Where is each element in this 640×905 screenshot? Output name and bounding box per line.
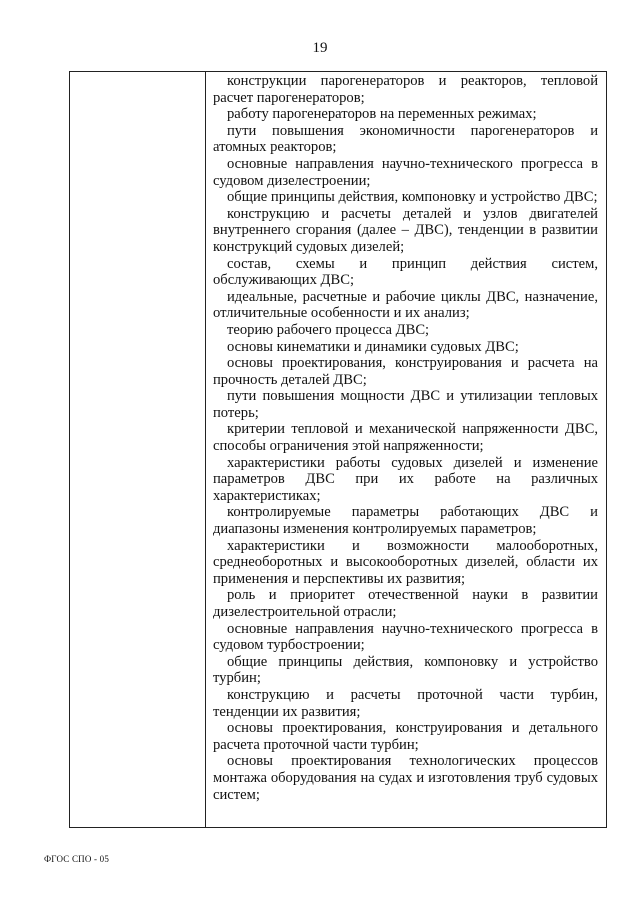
list-item: пути повышения мощности ДВС и утилизации тепловых потерь; — [213, 388, 598, 421]
list-item: конструкцию и расчеты деталей и узлов двигателей внутреннего сгорания (далее – ДВС), тенденции в развитии конструкций судовых дизелей; — [213, 205, 598, 255]
list-item: критерии тепловой и механической напряженности ДВС, способы ограничения этой напряженности; — [213, 421, 598, 455]
list-item: основы проектирования технологических процессов монтажа оборудования на судах и изготовления труб судовых систем; — [213, 753, 598, 803]
page-number: 19 — [312, 40, 328, 56]
table-right-cell — [206, 72, 606, 827]
list-item: конструкцию и расчеты проточной части турбин, тенденции их развития; — [213, 686, 598, 720]
list-item: теорию рабочего процесса ДВС; — [227, 321, 430, 338]
document-footer-code: ФГОС СПО - 05 — [44, 854, 110, 864]
content-table — [69, 71, 607, 828]
list-item: основные направления научно-технического прогресса в судовом турбостроении; — [213, 620, 598, 654]
list-item: общие принципы действия, компоновку и устройство турбин; — [213, 653, 598, 687]
list-item: основы проектирования, конструирования и детального расчета проточной части турбин; — [213, 720, 598, 753]
list-item: конструкции парогенераторов и реакторов, тепловой расчет парогенераторов; — [213, 73, 598, 106]
list-item: общие принципы действия, компоновку и устройство ДВС; — [227, 189, 598, 206]
list-item: работу парогенераторов на переменных режимах; — [227, 106, 537, 123]
list-item: характеристики и возможности малооборотных, среднеоборотных и высокооборотных дизелей, области их применения и перспективы их развития; — [213, 537, 598, 587]
list-item: идеальные, расчетные и рабочие циклы ДВС, назначение, отличительные особенности и их анализ; — [213, 288, 598, 322]
list-item: характеристики работы судовых дизелей и изменение параметров ДВС при их работе на различных характеристиках; — [213, 454, 598, 504]
list-item: основы кинематики и динамики судовых ДВС; — [227, 338, 519, 355]
list-item: основные направления научно-технического прогресса в судовом дизелестроении; — [213, 155, 598, 189]
list-item: роль и приоритет отечественной науки в развитии дизелестроительной отрасли; — [213, 587, 598, 620]
list-item: пути повышения экономичности парогенераторов и атомных реакторов; — [213, 122, 598, 156]
list-item: основы проектирования, конструирования и расчета на прочность деталей ДВС; — [213, 355, 598, 388]
list-item: контролируемые параметры работающих ДВС и диапазоны изменения контролируемых параметров; — [213, 504, 598, 538]
table-left-cell — [70, 72, 206, 827]
list-item: состав, схемы и принцип действия систем, обслуживающих ДВС; — [213, 255, 598, 289]
